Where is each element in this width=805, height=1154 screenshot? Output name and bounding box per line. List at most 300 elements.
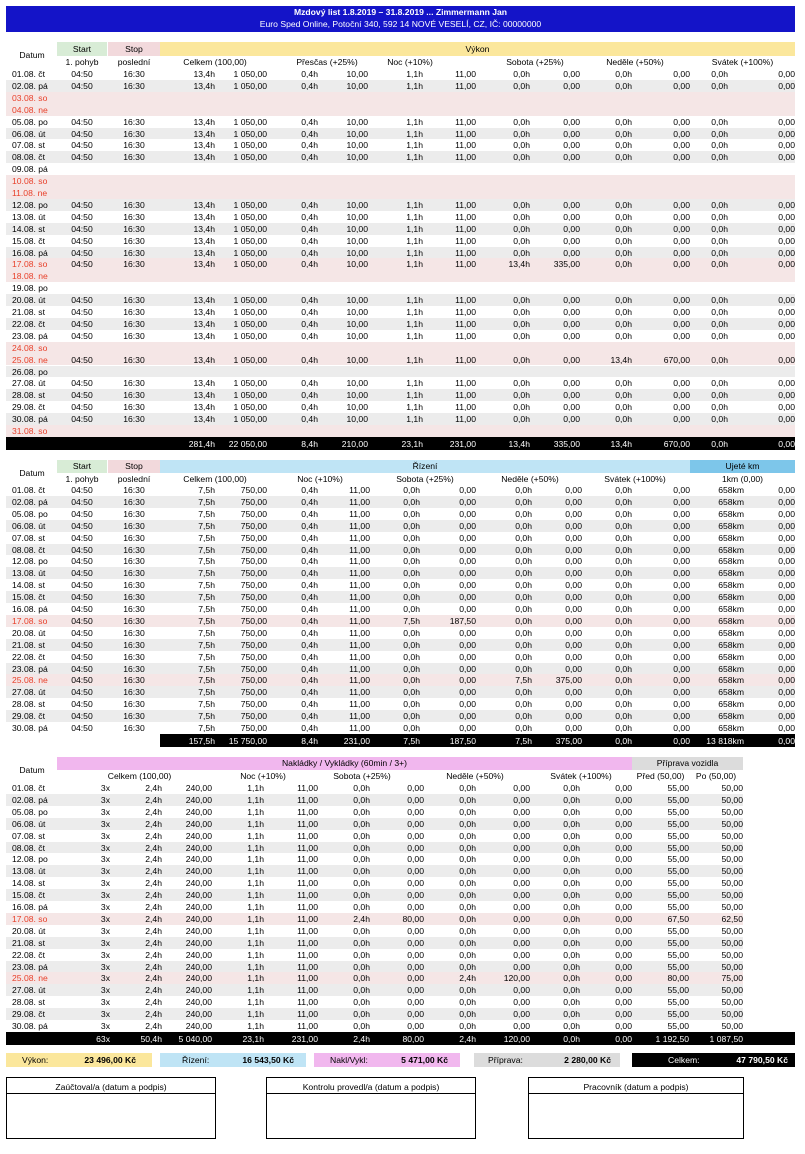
row-value: 11,00: [455, 211, 476, 222]
row-date: 14.08. st: [12, 878, 45, 889]
row-value: 0,00: [673, 556, 690, 567]
nakladky-col-header-pred: Před (50,00): [636, 771, 685, 781]
row-stop: 16:30: [123, 307, 145, 317]
row-value: 0,00: [459, 592, 476, 603]
row-value: 0,0h: [515, 508, 532, 519]
row-value: 0,00: [407, 985, 424, 996]
row-date: 15.08. čt: [12, 592, 45, 603]
row-value: 1,1h: [406, 318, 423, 329]
row-value: 11,00: [297, 854, 318, 865]
row-value: 11,00: [297, 1009, 318, 1020]
row-value: 10,00: [346, 295, 368, 306]
nakladky-col-header-sobota: Sobota (+25%): [333, 771, 391, 781]
vykon-col-header-sobota: Sobota (+25%): [506, 57, 564, 67]
row-value: 0,0h: [615, 259, 632, 270]
row-value: 0,0h: [615, 223, 632, 234]
row-value: 0,00: [778, 318, 795, 329]
row-value: 0,00: [407, 890, 424, 901]
summary-priprava-label: Příprava:: [488, 1055, 523, 1065]
row-start: 04:50: [71, 532, 93, 543]
row-start: 04:50: [71, 223, 93, 234]
row-value: 0,00: [565, 508, 582, 519]
row-date: 28.08. st: [12, 699, 45, 710]
row-value: 50,00: [721, 985, 743, 996]
row-value: 0,00: [563, 378, 580, 389]
row-value: 0,00: [407, 949, 424, 960]
row-value: 3x: [100, 1009, 110, 1020]
row-start: 04:50: [71, 247, 93, 258]
row-value: 0,00: [778, 402, 795, 413]
row-value: 0,0h: [563, 985, 580, 996]
row-value: 0,00: [565, 663, 582, 674]
row-value: 1 050,00: [233, 80, 267, 91]
row-value: 0,0h: [615, 639, 632, 650]
row-stop: 16:30: [123, 414, 145, 425]
row-value: 0,00: [565, 532, 582, 543]
signature-box-accounting[interactable]: [6, 1077, 216, 1139]
sheet-subtitle: Euro Sped Online, Potoční 340, 592 14 NOVÉ VESELÍ, CZ, IČ: 00000000: [259, 19, 542, 29]
row-value: 0,00: [615, 806, 632, 817]
row-value: 0,00: [459, 723, 476, 733]
row-value: 0,00: [673, 699, 690, 710]
vykon-total-value: 0,0h: [711, 438, 728, 449]
row-value: 7,5h: [198, 615, 215, 626]
row-value: 0,0h: [615, 295, 632, 306]
row-value: 658km: [718, 556, 744, 567]
row-value: 0,0h: [615, 627, 632, 638]
row-start: [57, 342, 107, 354]
row-value: 0,0h: [563, 973, 580, 984]
row-value: 1,1h: [247, 902, 264, 912]
row-value: 240,00: [185, 1021, 212, 1031]
row-value: 50,00: [721, 783, 743, 793]
row-value: 2,4h: [353, 913, 370, 924]
row-value: 750,00: [240, 556, 267, 567]
row-value: 1 050,00: [233, 402, 267, 413]
row-value: 0,4h: [301, 128, 318, 139]
row-date: 23.08. pá: [12, 663, 48, 674]
row-value: 55,00: [667, 961, 689, 972]
nakladky-total-value: 2,4h: [353, 1033, 370, 1044]
vykon-total-value: 23,1h: [401, 438, 423, 449]
row-value: 0,00: [407, 818, 424, 829]
row-value: 1,1h: [406, 307, 423, 317]
row-value: 3x: [100, 830, 110, 841]
row-value: 0,0h: [459, 937, 476, 948]
row-stop: 16:30: [123, 199, 145, 210]
row-value: 0,0h: [615, 247, 632, 258]
row-value: 50,00: [721, 818, 743, 829]
row-date: 04.08. ne: [12, 104, 48, 115]
row-value: 0,0h: [563, 842, 580, 853]
rizeni-total-value: 7,5h: [515, 735, 532, 746]
row-value: 0,0h: [513, 295, 530, 306]
row-value: 11,00: [297, 783, 318, 793]
row-value: 0,00: [513, 949, 530, 960]
vykon-total-value: 13,4h: [508, 438, 530, 449]
row-value: 2,4h: [145, 961, 162, 972]
row-value: 7,5h: [198, 520, 215, 531]
row-value: 0,00: [459, 544, 476, 555]
row-value: 0,00: [778, 69, 795, 79]
row-value: 0,00: [778, 307, 795, 317]
row-value: 0,0h: [353, 937, 370, 948]
row-value: 0,00: [778, 544, 795, 555]
row-start: [57, 366, 107, 378]
stop-subheader: poslední: [117, 474, 151, 484]
row-stop: 16:30: [123, 116, 145, 127]
row-value: 0,00: [513, 806, 530, 817]
row-value: 7,5h: [198, 663, 215, 674]
row-value: 0,0h: [563, 818, 580, 829]
vykon-col-header-prescas: Přesčas (+25%): [296, 57, 358, 67]
row-value: 0,00: [565, 580, 582, 591]
row-start: 04:50: [71, 592, 93, 603]
row-stop: 16:30: [123, 675, 145, 686]
row-value: 0,00: [563, 223, 580, 234]
row-value: 1,1h: [406, 140, 423, 151]
row-date: 13.08. út: [12, 568, 46, 579]
row-value: 11,00: [455, 199, 476, 210]
row-value: 120,00: [503, 973, 530, 984]
row-date: 17.08. so: [12, 615, 48, 626]
row-value: 0,0h: [459, 997, 476, 1008]
row-value: 3x: [100, 913, 110, 924]
row-value: 0,00: [615, 1009, 632, 1020]
row-value: 0,00: [673, 80, 690, 91]
row-value: 0,00: [673, 128, 690, 139]
row-value: 11,00: [297, 794, 318, 805]
row-value: 0,00: [459, 711, 476, 722]
row-value: 0,00: [563, 211, 580, 222]
row-value: 658km: [718, 627, 744, 638]
row-value: 55,00: [667, 794, 689, 805]
row-value: 0,0h: [563, 854, 580, 865]
row-value: 50,00: [721, 794, 743, 805]
row-value: 0,0h: [513, 199, 530, 210]
row-value: 0,0h: [353, 806, 370, 817]
row-value: 0,00: [565, 568, 582, 579]
row-value: 0,4h: [301, 69, 318, 79]
row-value: 55,00: [667, 997, 689, 1008]
row-stop: [108, 175, 160, 187]
row-value: 13,4h: [193, 259, 215, 270]
row-date: 03.08. so: [12, 92, 48, 103]
row-value: 10,00: [346, 247, 368, 258]
row-value: 240,00: [185, 878, 212, 889]
row-value: 0,4h: [301, 318, 318, 329]
nakladky-col-header-noc: Noc (+10%): [240, 771, 286, 781]
row-date: 28.08. st: [12, 997, 45, 1008]
row-value: 0,00: [459, 580, 476, 591]
row-value: 0,0h: [353, 878, 370, 889]
row-value: 0,0h: [459, 878, 476, 889]
nakladky-col-header-nedele: Neděle (+50%): [446, 771, 504, 781]
row-value: 0,0h: [353, 842, 370, 853]
row-value: 50,00: [721, 842, 743, 853]
row-value: 55,00: [667, 830, 689, 841]
row-value: 1,1h: [406, 80, 423, 91]
row-value: 0,00: [615, 854, 632, 865]
row-value: 1 050,00: [233, 354, 267, 365]
row-stop: 16:30: [123, 723, 145, 733]
row-value: 750,00: [240, 675, 267, 686]
row-value: 11,00: [297, 913, 318, 924]
row-value: 7,5h: [198, 687, 215, 698]
row-value: 55,00: [667, 806, 689, 817]
row-value: 0,00: [565, 687, 582, 698]
nakladky-col-header-po: Po (50,00): [695, 771, 737, 781]
row-value: 0,00: [513, 913, 530, 924]
row-value: 1,1h: [406, 116, 423, 127]
rizeni-total-value: 15 750,00: [228, 735, 267, 746]
row-value: 0,00: [673, 235, 690, 246]
row-value: 0,0h: [615, 592, 632, 603]
row-start: [57, 270, 107, 282]
row-value: 50,00: [721, 854, 743, 865]
row-value: 0,4h: [301, 390, 318, 401]
row-value: 0,0h: [353, 890, 370, 901]
row-value: 658km: [718, 699, 744, 710]
row-value: 11,00: [297, 830, 318, 841]
row-value: 0,00: [778, 116, 795, 127]
row-value: 0,0h: [513, 247, 530, 258]
row-value: 0,4h: [301, 532, 318, 543]
row-value: 1,1h: [247, 949, 264, 960]
row-value: 750,00: [240, 592, 267, 603]
row-value: 10,00: [346, 307, 368, 317]
row-value: 0,00: [407, 902, 424, 912]
row-value: 0,00: [563, 318, 580, 329]
row-stop: 16:30: [123, 627, 145, 638]
row-value: 0,4h: [301, 235, 318, 246]
row-value: 0,00: [778, 295, 795, 306]
rizeni-col-header-nedele: Neděle (+50%): [501, 474, 559, 484]
row-stop: 16:30: [123, 295, 145, 306]
row-value: 1 050,00: [233, 390, 267, 401]
row-value: 1 050,00: [233, 223, 267, 234]
row-value: 375,00: [555, 675, 582, 686]
row-value: 0,0h: [711, 378, 728, 389]
row-value: 0,0h: [515, 651, 532, 662]
row-value: 2,4h: [145, 1009, 162, 1020]
nakladky-total-value: 0,00: [615, 1033, 632, 1044]
row-value: 0,4h: [301, 414, 318, 425]
sheet-title: Mzdový list 1.8.2019 – 31.8.2019 ... Zimmermann Jan: [293, 7, 508, 17]
row-value: 0,0h: [615, 675, 632, 686]
row-start: 04:50: [71, 330, 93, 341]
summary-rizeni-value: 16 543,50 Kč: [242, 1055, 294, 1065]
row-value: 1,1h: [247, 997, 264, 1008]
row-value: 1,1h: [247, 818, 264, 829]
row-value: 1 050,00: [233, 152, 267, 163]
row-value: 0,00: [778, 580, 795, 591]
row-value: 10,00: [346, 330, 368, 341]
row-value: 0,0h: [459, 854, 476, 865]
row-value: 11,00: [349, 520, 370, 531]
row-value: 0,0h: [563, 925, 580, 936]
row-value: 10,00: [346, 414, 368, 425]
row-value: 0,0h: [563, 878, 580, 889]
signature-box-employee[interactable]: [528, 1077, 744, 1139]
row-value: 0,4h: [301, 199, 318, 210]
row-value: 0,00: [673, 152, 690, 163]
row-value: 0,0h: [515, 711, 532, 722]
row-value: 240,00: [185, 842, 212, 853]
row-value: 80,00: [667, 973, 689, 984]
row-stop: [108, 342, 160, 354]
row-value: 0,0h: [515, 556, 532, 567]
row-value: 0,00: [563, 199, 580, 210]
row-value: 55,00: [667, 1009, 689, 1020]
row-date: 16.08. pá: [12, 902, 48, 912]
row-value: 11,00: [455, 378, 476, 389]
row-value: 3x: [100, 1021, 110, 1031]
row-value: 0,00: [459, 568, 476, 579]
row-date: 30.08. pá: [12, 723, 48, 733]
row-start: 04:50: [71, 235, 93, 246]
row-value: 0,00: [778, 414, 795, 425]
row-value: 240,00: [185, 854, 212, 865]
row-value: 0,00: [407, 925, 424, 936]
row-value: 0,00: [615, 997, 632, 1008]
row-value: 0,00: [673, 116, 690, 127]
row-value: 1,1h: [406, 152, 423, 163]
row-value: 0,0h: [459, 961, 476, 972]
row-value: 55,00: [667, 925, 689, 936]
row-value: 7,5h: [198, 485, 215, 495]
row-value: 0,0h: [515, 627, 532, 638]
row-value: 0,0h: [615, 711, 632, 722]
row-value: 0,0h: [403, 627, 420, 638]
row-value: 0,4h: [301, 508, 318, 519]
summary-celkem-value: 47 790,50 Kč: [736, 1055, 788, 1065]
row-value: 750,00: [240, 615, 267, 626]
row-date: 16.08. pá: [12, 247, 48, 258]
row-value: 62,50: [721, 913, 743, 924]
row-date: 27.08. út: [12, 687, 46, 698]
row-value: 0,0h: [563, 937, 580, 948]
row-value: 1,1h: [247, 866, 264, 877]
row-date: 08.08. čt: [12, 842, 45, 853]
summary-nakl-label: Nakl/Vykl:: [330, 1055, 368, 1065]
row-value: 240,00: [185, 961, 212, 972]
row-value: 658km: [718, 604, 744, 614]
row-start: [57, 187, 107, 199]
row-start: 04:50: [71, 128, 93, 139]
row-value: 0,00: [778, 568, 795, 579]
row-stop: 16:30: [123, 580, 145, 591]
row-date: 12.08. po: [12, 556, 48, 567]
row-value: 0,00: [673, 615, 690, 626]
row-value: 0,0h: [615, 520, 632, 531]
row-value: 50,00: [721, 1009, 743, 1020]
row-value: 1,1h: [406, 211, 423, 222]
row-value: 55,00: [667, 902, 689, 912]
row-start: 04:50: [71, 520, 93, 531]
row-value: 50,00: [721, 902, 743, 912]
row-date: 22.08. čt: [12, 949, 45, 960]
row-date: 27.08. út: [12, 378, 46, 389]
row-value: 13,4h: [193, 414, 215, 425]
row-value: 0,4h: [301, 330, 318, 341]
signature-box-control[interactable]: [266, 1077, 476, 1139]
row-date: 14.08. st: [12, 223, 45, 234]
row-date: 02.08. pá: [12, 794, 48, 805]
row-value: 10,00: [346, 69, 368, 79]
row-value: 0,00: [778, 354, 795, 365]
row-value: 11,00: [349, 651, 370, 662]
row-value: 10,00: [346, 211, 368, 222]
row-value: 11,00: [349, 532, 370, 543]
row-value: 0,00: [407, 1009, 424, 1020]
row-value: 7,5h: [198, 627, 215, 638]
row-value: 0,0h: [353, 902, 370, 912]
rizeni-col-header-svatek: Svátek (+100%): [604, 474, 666, 484]
row-value: 2,4h: [145, 806, 162, 817]
row-value: 0,00: [565, 651, 582, 662]
row-value: 0,4h: [301, 295, 318, 306]
row-date: 14.08. st: [12, 580, 45, 591]
rizeni-total-value: 0,0h: [615, 735, 632, 746]
row-value: 0,0h: [515, 604, 532, 614]
row-value: 1,1h: [247, 913, 264, 924]
row-value: 0,0h: [615, 211, 632, 222]
row-value: 0,0h: [711, 223, 728, 234]
row-value: 13,4h: [193, 128, 215, 139]
row-value: 2,4h: [145, 973, 162, 984]
row-value: 0,0h: [403, 532, 420, 543]
start-header: Start: [72, 461, 92, 471]
row-value: 0,0h: [513, 116, 530, 127]
row-value: 10,00: [346, 318, 368, 329]
row-value: 750,00: [240, 532, 267, 543]
row-value: 7,5h: [198, 675, 215, 686]
row-value: 11,00: [349, 604, 370, 614]
row-value: 0,00: [615, 878, 632, 889]
nakladky-total-value: 50,4h: [140, 1033, 162, 1044]
row-value: 0,0h: [459, 913, 476, 924]
row-value: 0,00: [673, 247, 690, 258]
nakladky-total-value: 120,00: [503, 1033, 530, 1044]
row-date: 06.08. út: [12, 818, 46, 829]
row-value: 658km: [718, 592, 744, 603]
rizeni-total-value: 187,50: [449, 735, 476, 746]
row-value: 1,1h: [406, 354, 423, 365]
row-value: 0,00: [513, 902, 530, 912]
row-value: 0,00: [565, 592, 582, 603]
row-value: 0,0h: [563, 913, 580, 924]
row-start: 04:50: [71, 414, 93, 425]
row-value: 13,4h: [193, 223, 215, 234]
row-value: 0,4h: [301, 259, 318, 270]
row-value: 240,00: [185, 1009, 212, 1020]
row-value: 50,00: [721, 878, 743, 889]
row-value: 0,00: [513, 997, 530, 1008]
row-stop: 16:30: [123, 663, 145, 674]
stop-subheader: poslední: [117, 57, 151, 67]
row-value: 3x: [100, 937, 110, 948]
row-value: 11,00: [455, 69, 476, 79]
row-value: 0,0h: [353, 925, 370, 936]
row-stop: 16:30: [123, 378, 145, 389]
row-value: 658km: [718, 532, 744, 543]
row-value: 658km: [718, 687, 744, 698]
row-value: 1,1h: [406, 69, 423, 79]
row-start: 04:50: [71, 378, 93, 389]
row-value: 2,4h: [145, 794, 162, 805]
row-value: 240,00: [185, 890, 212, 901]
